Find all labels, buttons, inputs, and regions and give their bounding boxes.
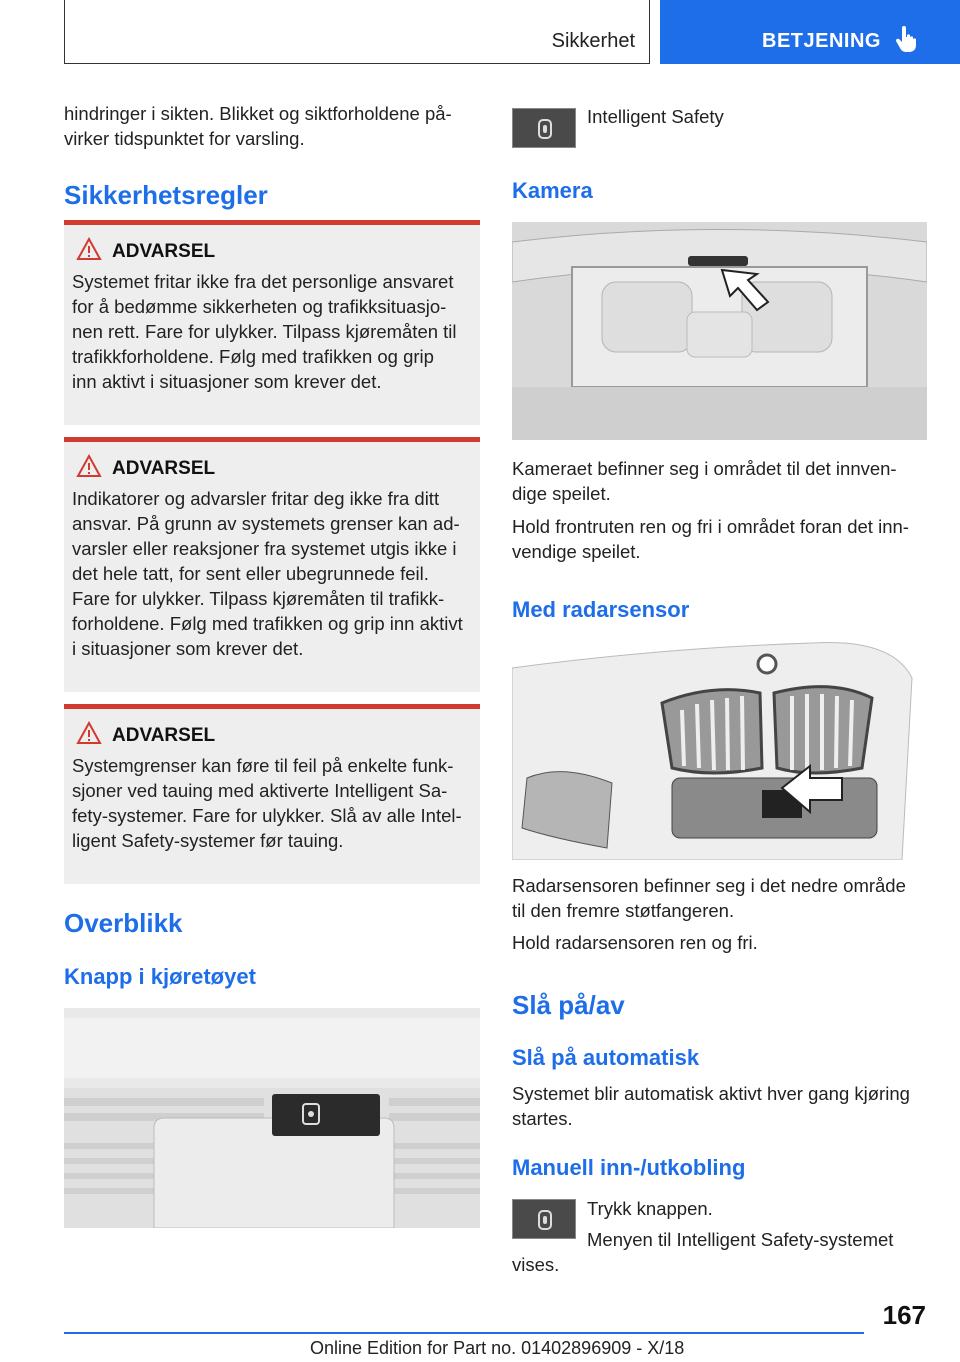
manual-step-press: Trykk knappen. bbox=[587, 1198, 713, 1219]
warning-line: forholdene. Følg med trafikken og grip inn aktivt bbox=[72, 613, 463, 634]
radar-paragraph-2: Hold radarsensoren ren og fri. bbox=[512, 932, 758, 953]
warning-title: ADVARSEL bbox=[112, 725, 216, 746]
manual-step-menu: Menyen til Intelligent Safety-systemet bbox=[587, 1229, 894, 1250]
page-number: 167 bbox=[882, 1300, 926, 1330]
warning-triangle-icon bbox=[76, 237, 102, 261]
automatic-paragraph bbox=[512, 1081, 932, 1131]
hand-pointer-icon bbox=[896, 26, 916, 52]
warning-line: Indikatorer og advarsler fritar deg ikke fra ditt bbox=[72, 488, 440, 509]
camera-line: Kameraet befinner seg i området til det innven- bbox=[512, 458, 897, 479]
automatic-on-heading: Slå på automatisk bbox=[512, 1045, 700, 1070]
button-in-vehicle-heading: Knapp i kjøretøyet bbox=[64, 964, 256, 989]
warning-title: ADVARSEL bbox=[112, 241, 216, 262]
warning-line: ligent Safety-systemer før tauing. bbox=[72, 830, 344, 851]
warning-triangle-icon bbox=[76, 721, 102, 745]
camera-line: vendige speilet. bbox=[512, 541, 641, 562]
warning-triangle-icon bbox=[76, 454, 102, 478]
radar-line: Radarsensoren befinner seg i det nedre område bbox=[512, 875, 906, 896]
warning-line: i situasjoner som krever det. bbox=[72, 638, 304, 659]
automatic-line: Systemet blir automatisk aktivt hver gang kjøring bbox=[512, 1083, 910, 1104]
intelligent-safety-label: Intelligent Safety bbox=[587, 106, 724, 127]
header-chapter-tab[interactable] bbox=[660, 0, 960, 64]
intelligent-safety-button-symbol bbox=[512, 108, 576, 148]
intro-line: virker tidspunktet for varsling. bbox=[64, 128, 305, 149]
header-chapter-title: BETJENING bbox=[762, 30, 881, 52]
warning-line: det hele tatt, for sent eller ubegrunnede feil. bbox=[72, 563, 429, 584]
automatic-line: startes. bbox=[512, 1108, 573, 1129]
radar-drawing bbox=[512, 638, 927, 860]
warning-box-3 bbox=[64, 704, 480, 884]
on-off-heading: Slå på/av bbox=[512, 990, 625, 1020]
manual-step-shown: vises. bbox=[512, 1254, 560, 1275]
warning-line: fety-systemer. Fare for ulykker. Slå av alle Intel- bbox=[72, 805, 462, 826]
header-section-title: Sikkerhet bbox=[551, 30, 635, 52]
intelligent-safety-button-symbol bbox=[512, 1199, 576, 1239]
warning-title: ADVARSEL bbox=[112, 458, 216, 479]
safety-rules-heading: Sikkerhetsregler bbox=[64, 180, 268, 210]
warning-line: trafikkforholdene. Følg med trafikken og grip bbox=[72, 346, 434, 367]
warning-line: varsler eller reaksjoner fra systemet utgis ikke i bbox=[72, 538, 457, 559]
camera-paragraph-1 bbox=[512, 456, 932, 506]
camera-illustration bbox=[512, 222, 927, 440]
footer-divider bbox=[64, 1332, 864, 1334]
warning-line: sjoner ved tauing med aktiverte Intelligent Sa- bbox=[72, 780, 448, 801]
overview-heading: Overblikk bbox=[64, 908, 183, 938]
warning-line: Systemet fritar ikke fra det personlige ansvaret bbox=[72, 271, 454, 292]
camera-drawing bbox=[512, 222, 927, 440]
camera-paragraph-2 bbox=[512, 514, 932, 564]
intro-line: hindringer i sikten. Blikket og siktforholdene på- bbox=[64, 103, 452, 124]
dashboard-button-illustration bbox=[64, 1008, 480, 1228]
camera-line: Hold frontruten ren og fri i området foran det inn- bbox=[512, 516, 909, 537]
camera-line: dige speilet. bbox=[512, 483, 611, 504]
warning-line: Fare for ulykker. Tilpass kjøremåten til trafikk- bbox=[72, 588, 445, 609]
warning-body bbox=[72, 269, 474, 394]
warning-line: for å bedømme sikkerheten og trafikksituasjo- bbox=[72, 296, 447, 317]
warning-line: Systemgrenser kan føre til feil på enkelte funk- bbox=[72, 755, 454, 776]
radar-sensor-heading: Med radarsensor bbox=[512, 597, 690, 622]
warning-box-2 bbox=[64, 437, 480, 692]
radar-line: til den fremre støtfangeren. bbox=[512, 900, 735, 921]
warning-line: inn aktivt i situasjoner som krever det. bbox=[72, 371, 382, 392]
intro-paragraph bbox=[64, 101, 484, 151]
dashboard-drawing bbox=[64, 1008, 480, 1228]
warning-box-1 bbox=[64, 220, 480, 425]
intelligent-safety-icon bbox=[535, 119, 555, 139]
footer-edition: Online Edition for Part no. 01402896909 - X/18 bbox=[310, 1338, 685, 1358]
warning-body bbox=[72, 753, 474, 853]
warning-line: nen rett. Fare for ulykker. Tilpass kjøremåten til bbox=[72, 321, 457, 342]
warning-line: ansvar. På grunn av systemets grenser kan ad- bbox=[72, 513, 460, 534]
radar-sensor-illustration bbox=[512, 638, 927, 860]
warning-body bbox=[72, 486, 474, 661]
header-section-box bbox=[64, 0, 650, 64]
radar-paragraph-1 bbox=[512, 873, 932, 923]
manual-toggle-heading: Manuell inn-/utkobling bbox=[512, 1155, 746, 1180]
intelligent-safety-icon bbox=[535, 1210, 555, 1230]
camera-heading: Kamera bbox=[512, 178, 593, 203]
